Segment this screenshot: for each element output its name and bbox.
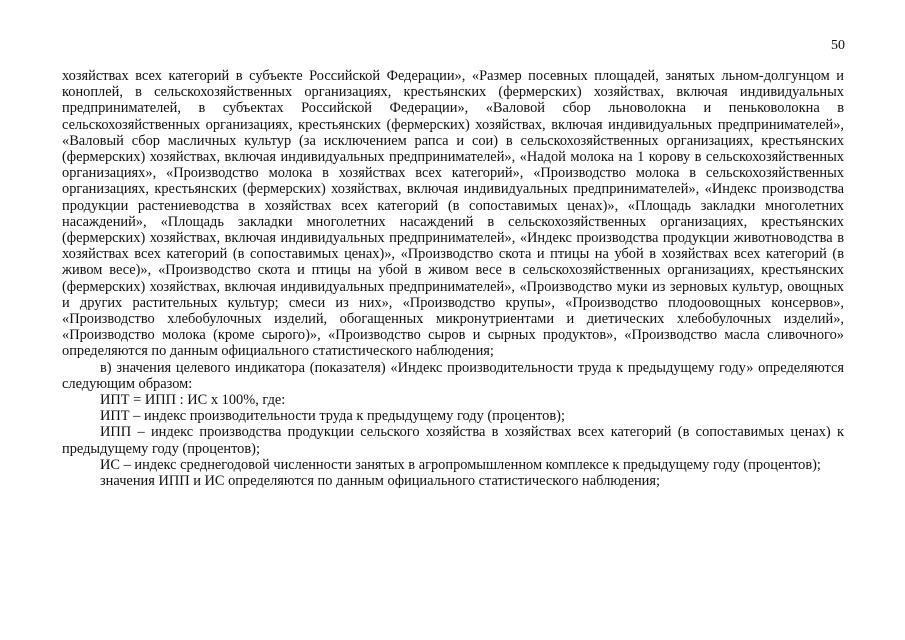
paragraph-formula: ИПТ = ИПП : ИС х 100%, где: [100,392,286,409]
document-body [62,68,844,489]
paragraph-indicator-list: хозяйствах всех категорий в субъекте Российской Федерации», «Размер посевных площадей, занятых льном-долгунцом и коноплей, в сельскохозяйственных организациях, крестьянских (фермерских) хозяйствах, включая индивидуальных предпринимателей, в субъектах Российской Федерации», «Валовой сбор льноволокна и пеньковолокна в сельскохозяйственных организациях, крестьянских (фермерских) хозяйствах, включая индивидуальных предпринимателей», «Валовый сбор масличных культур (за исключением рапса и сои) в сельскохозяйственных организациях, крестьянских (фермерских) хозяйствах, включая индивидуальных предпринимателей», «Надой молока на 1 корову в сельскохозяйственных организациях», «Производство молока в хозяйствах всех категорий», «Производство молока в сельскохозяйственных организациях, крестьянских (фермерских) хозяйствах, включая индивидуальных предпринимателей», «Индекс производства продукции растениеводства в хозяйствах всех категорий (в сопоставимых ценах)», «Площадь закладки многолетних насаждений», «Площадь закладки многолетних насаждений в сельскохозяйственных организациях, крестьянских (фермерских) хозяйствах, включая индивидуальных предпринимателей», «Индекс производства продукции животноводства в хозяйствах всех категорий (в сопоставимых ценах)», «Производство скота и птицы на убой в хозяйствах всех категорий (в живом весе)», «Производство скота и птицы на убой в живом весе в сельскохозяйственных организациях, крестьянских (фермерских) хозяйствах, включая индивидуальных предпринимателей», «Производство муки из зерновых культур, овощных и других растительных культур; смеси из них», «Производство крупы», «Производство плодоовощных консервов», «Производство хлебобулочных изделий, обогащенных микронутриентами и диетических хлебобулочных изделий», «Производство молока (кроме сырого)», «Производство сыров и сырных продуктов», «Производство масла сливочного» определяются по данным официального статистического наблюдения; [62,68,844,360]
paragraph-ipp-definition: ИПП – индекс производства продукции сельского хозяйства в хозяйствах всех категорий (в сопоставимых ценах) к предыдущему году (процентов); [62,424,844,457]
paragraph-productivity-index: в) значения целевого индикатора (показателя) «Индекс производительности труда к предыдущему году» определяются следующим образом: [62,359,844,392]
paragraph-data-source: значения ИПП и ИС определяются по данным официального статистического наблюдения; [100,473,661,490]
paragraph-ipt-definition: ИПТ – индекс производительности труда к предыдущему году (процентов); [100,408,565,425]
page-number: 50 [831,38,845,53]
paragraph-is-definition: ИС – индекс среднегодовой численности занятых в агропромышленном комплексе к предыдущему году (процентов); [100,456,821,473]
